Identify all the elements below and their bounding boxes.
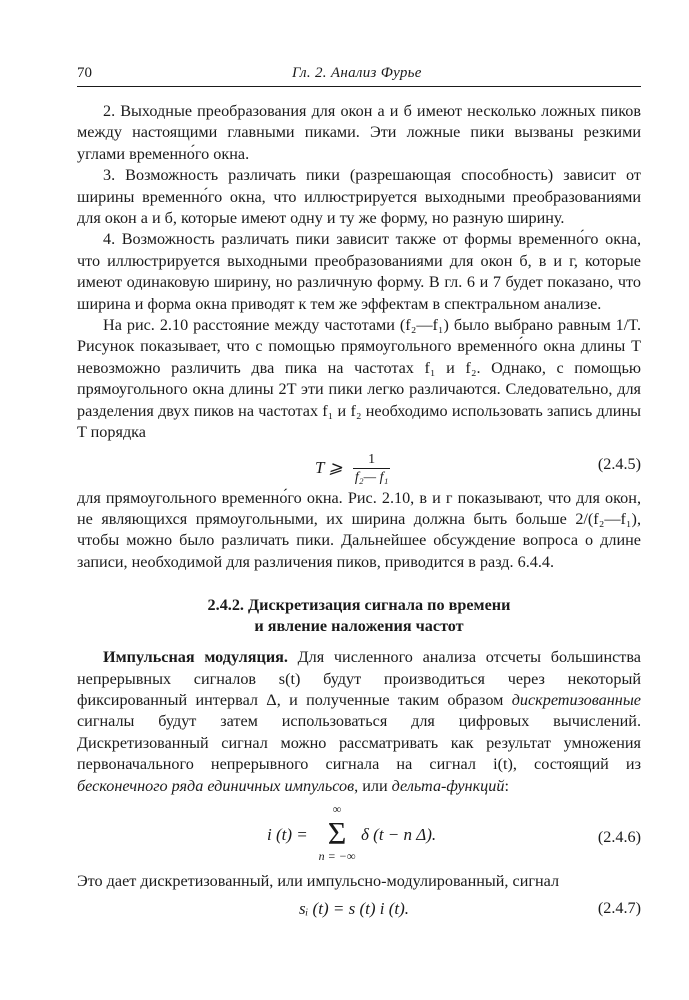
paragraph-text: , или — [354, 776, 392, 795]
eq-2-4-5-lhs: T ⩾ — [315, 457, 343, 477]
equation-2-4-7 — [77, 892, 641, 926]
paragraph-impulse-modulation — [77, 647, 641, 797]
run-in-heading: Импульсная модуляция. — [103, 648, 288, 667]
body-text — [77, 101, 641, 926]
equation-2-4-5 — [77, 444, 641, 488]
eq-2-4-6-lhs: i (t) = — [267, 824, 308, 844]
paragraph-text: сигналы будут затем использоваться для цифровых вычислений. Дискретизованный сигнал можно рассматривать как результат умножения первоначального непрерывного сигнала на сигнал i(t), состоящий из — [77, 712, 641, 774]
sum-upper-limit: ∞ — [332, 801, 342, 816]
eq-2-4-5-expression — [315, 452, 390, 486]
paragraph-3: 3. Возможность различать пики (разрешающая способность) зависит от ширины временно́го окна, что иллюстрируется выходными преобразованиями для окон а и б, которые имеют одну и ту же форму, но разную ширину. — [77, 166, 641, 228]
paragraph-discretized-signal: Это дает дискретизованный, или импульсно-модулированный, сигнал — [77, 871, 560, 890]
eq-2-4-7-expression: sᵢ (t) = s (t) i (t). — [299, 899, 410, 919]
eq-2-4-7-number: (2.4.7) — [597, 899, 641, 918]
eq-2-4-5-denominator: f₂— f₁ — [354, 469, 389, 485]
eq-2-4-6-number: (2.4.6) — [597, 827, 641, 846]
emphasis-text: дискретизованные — [511, 690, 641, 709]
emphasis-text: бесконечного ряда единичных импульсов — [77, 776, 355, 795]
eq-2-4-5-numerator: 1 — [368, 451, 376, 467]
section-heading — [77, 595, 641, 637]
eq-2-4-5-number: (2.4.5) — [597, 454, 641, 473]
eq-2-4-6-rhs: δ (t − n Δ). — [361, 824, 437, 844]
paragraph-4: 4. Возможность различать пики зависит также от формы временно́го окна, что иллюстрируется выходными преобразованиями для окон б, в и г, которые имеют одинаковую ширину, но различную форму. В гл. 6 и 7 будет показано, что ширина и форма окна приводят к тем же эффектам в спектральном анализе. — [77, 230, 641, 313]
paragraph-fig-2-10: На рис. 2.10 расстояние между частотами (f₂—f₁) было выбрано равным 1/T. Рисунок показывает, что с помощью прямоугольного временно́го окна длины T невозможно различить два пика на частотах f₁ и f₂. Однако, с помощью прямоугольного окна длины 2T эти пики легко различаются. Следовательно, для разделения двух пиков на частотах f₁ и f₂ необходимо использовать запись длины T порядка — [77, 316, 641, 442]
section-heading-line-1: 2.4.2. Дискретизация сигнала по времени — [207, 596, 511, 615]
section-heading-line-2: и явление наложения частот — [254, 617, 464, 636]
eq-2-4-5-fraction — [353, 452, 390, 486]
emphasis-text: дельта-функций — [391, 776, 505, 795]
page-number: 70 — [77, 65, 92, 81]
paragraph-2: 2. Выходные преобразования для окон а и б имеют несколько ложных пиков между настоящими главными пиками. Эти ложные пики вызваны резкими углами временно́го окна. — [77, 102, 641, 163]
sigma-glyph: Σ — [327, 814, 347, 851]
summation-symbol — [317, 803, 357, 863]
equation-2-4-6 — [77, 803, 641, 871]
paragraph-text: Для численного анализа отсчеты большинства непрерывных сигналов s(t) будут производиться через некоторый фиксированный интервал Δ, и полученные таким образом — [77, 648, 641, 709]
paragraph-rectangular-window: для прямоугольного временно́го окна. Рис. 2.10, в и г показывают, что для окон, не являющихся прямоугольными, их ширина должна быть больше 2/(f₂—f₁), чтобы можно было различать пики. Дальнейшее обсуждение вопроса о длине записи, необходимой для различения пиков, приводится в разд. 6.4.4. — [77, 488, 641, 571]
sum-lower-limit: n = −∞ — [318, 848, 356, 863]
header-rule — [77, 86, 641, 87]
running-header — [77, 62, 641, 84]
chapter-title: Гл. 2. Анализ Фурье — [292, 65, 422, 81]
paragraph-text: : — [504, 776, 509, 795]
